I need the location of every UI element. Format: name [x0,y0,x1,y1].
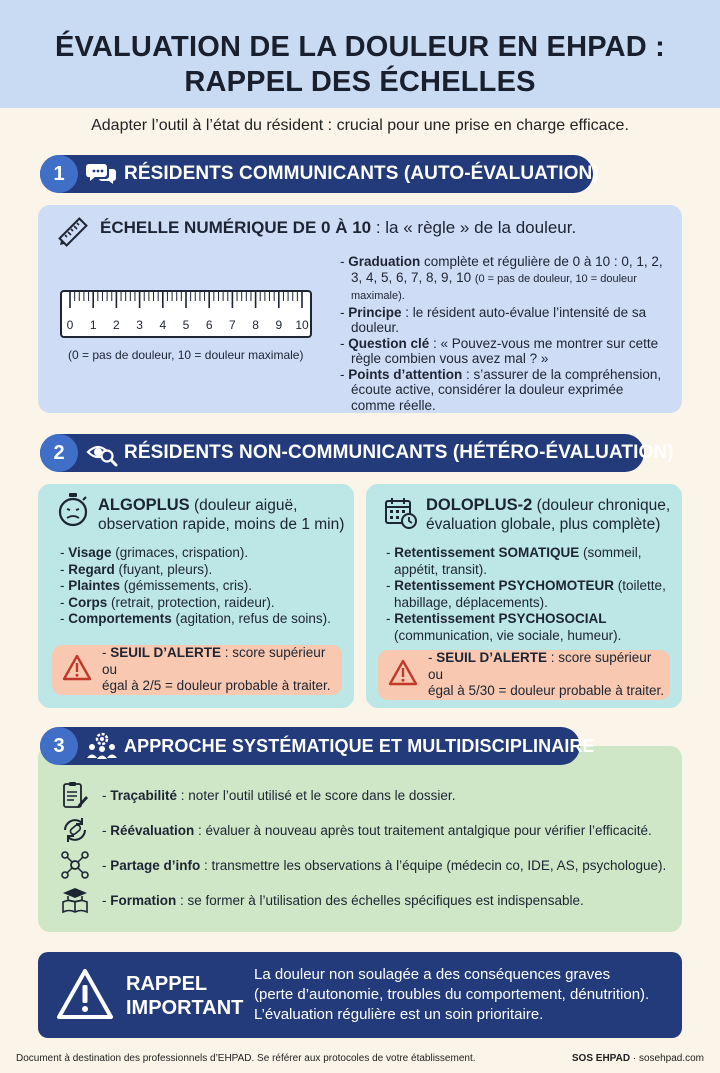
footer-disclaimer: Document à destination des professionnels d’EHPAD. Se référer aux protocoles de votre établissement. [16,1053,476,1064]
important-reminder-box [38,952,682,1038]
numeric-scale-title: ÉCHELLE NUMÉRIQUE DE 0 À 10 : la « règle » de la douleur. [100,218,577,237]
doloplus-alert: - SEUIL D’ALERTE : score supérieur ou égal à 5/30 = douleur probable à traiter. [378,650,670,700]
clipboard-pen-icon [60,780,90,810]
algoplus-title: ALGOPLUS (douleur aiguë, observation rapide, moins de 1 min) [98,496,345,533]
header-banner [0,0,720,108]
section-1-header [40,155,599,193]
warning-triangle-icon [56,968,114,1025]
doloplus-items [386,545,668,644]
list-item: - Comportements (agitation, refus de soins). [60,611,331,626]
ruler-number: 4 [159,318,167,332]
alert-label: SEUIL D’ALERTE [436,650,548,666]
footer-brand: SOS EHPAD · sosehpad.com [571,1053,704,1064]
ruler-number: 5 [182,318,190,332]
ruler-number: 9 [275,318,283,332]
calendar-clock-icon [384,496,418,535]
section-3-title: APPROCHE SYSTÉMATIQUE ET MULTIDISCIPLINAIRE [124,735,595,756]
section-1-title: RÉSIDENTS COMMUNICANTS (AUTO-ÉVALUATION) [124,163,599,184]
list-item: - Visage (grimaces, crispation). [60,545,249,560]
reminder-text: La douleur non soulagée a des conséquences graves (perte d’autonomie, troubles du comportement, dénutrition). L’évaluation régulière est un soin prioritaire. [254,966,650,1023]
graduation-book-icon [60,885,90,915]
section-2-title: RÉSIDENTS NON-COMMUNICANTS (HÉTÉRO-ÉVALUATION) [124,442,674,463]
list-item: - Réévaluation : évaluer à nouveau après tout traitement antalgique pour vérifier l’efficacité. [60,815,652,845]
numeric-ruler [60,290,312,343]
page-title-line-1: ÉVALUATION DE LA DOULEUR EN EHPAD : [54,31,666,63]
list-item: - Formation : se former à l’utilisation des échelles spécifiques est indispensable. [60,885,584,915]
ruler-number: 0 [66,318,74,332]
list-item: - Partage d’info : transmettre les observations à l’équipe (médecin co, IDE, AS, psychologue). [60,850,666,880]
doloplus-title: DOLOPLUS-2 (douleur chronique, évaluation globale, plus complète) [426,496,671,533]
eye-magnifier-icon [86,438,118,468]
warning-triangle-icon [62,654,92,686]
numeric-scale-details [340,254,670,413]
ruler-number: 2 [113,318,120,332]
ruler-caption: (0 = pas de douleur, 10 = douleur maximale) [68,348,304,362]
ruler-number: 6 [205,318,213,332]
stopwatch-face-icon [56,492,90,533]
ruler-number: 8 [252,318,259,332]
section-2-number: 2 [40,434,78,472]
list-item: - Question clé : « Pouvez-vous me montrer sur cette règle combien vous avez mal ? » [340,335,659,366]
network-people-icon [60,850,90,880]
reminder-title: RAPPEL IMPORTANT [126,973,244,1019]
section-1-number: 1 [40,155,78,193]
ruler-number: 1 [89,318,97,332]
page-title-line-2: RAPPEL DES ÉCHELLES [184,66,536,98]
section-3-header [40,727,595,765]
alert-label: SEUIL D’ALERTE [110,645,222,661]
list-item: - Traçabilité : noter l’outil utilisé et le score dans le dossier. [60,780,455,810]
warning-triangle-icon [388,659,418,691]
page-subtitle: Adapter l’outil à l’état du résident : crucial pour une prise en charge efficace. [91,117,629,134]
section-3-number: 3 [40,727,78,765]
ruler-number: 3 [136,318,143,332]
ruler-pencil-icon [56,213,92,254]
algoplus-alert: - SEUIL D’ALERTE : score supérieur ou égal à 2/5 = douleur probable à traiter. [52,645,342,695]
section-2-header [40,434,674,472]
list-item: - Points d’attention : s’assurer de la compréhension, écoute active, considérer la douleur exprimée comme réelle. [340,366,662,413]
ruler-number: 10 [295,318,309,332]
list-item: - Retentissement PSYCHOSOCIAL (communication, vie sociale, humeur). [386,611,622,643]
list-item: - Graduation complète et régulière de 0 à 10 : 0, 1, 2, 3, 4, 5, 6, 7, 8, 9, 10 (0 = pas de douleur, 10 = douleur maximale). [340,254,663,302]
refresh-pill-icon [60,815,90,845]
speech-bubbles-icon [86,159,118,189]
algoplus-items [60,545,331,628]
list-item: - Regard (fuyant, pleurs). [60,561,213,577]
list-item: - Retentissement SOMATIQUE (sommeil, appétit, transit). [386,545,642,577]
list-item: - Plaintes (gémissements, cris). [60,578,253,593]
list-item: - Principe : le résident auto-évalue l’intensité de sa douleur. [340,304,647,335]
team-gear-icon [86,731,118,761]
list-item: - Corps (retrait, protection, raideur). [60,594,275,610]
ruler-number: 7 [229,318,236,332]
list-item: - Retentissement PSYCHOMOTEUR (toilette, habillage, déplacements). [386,578,666,610]
